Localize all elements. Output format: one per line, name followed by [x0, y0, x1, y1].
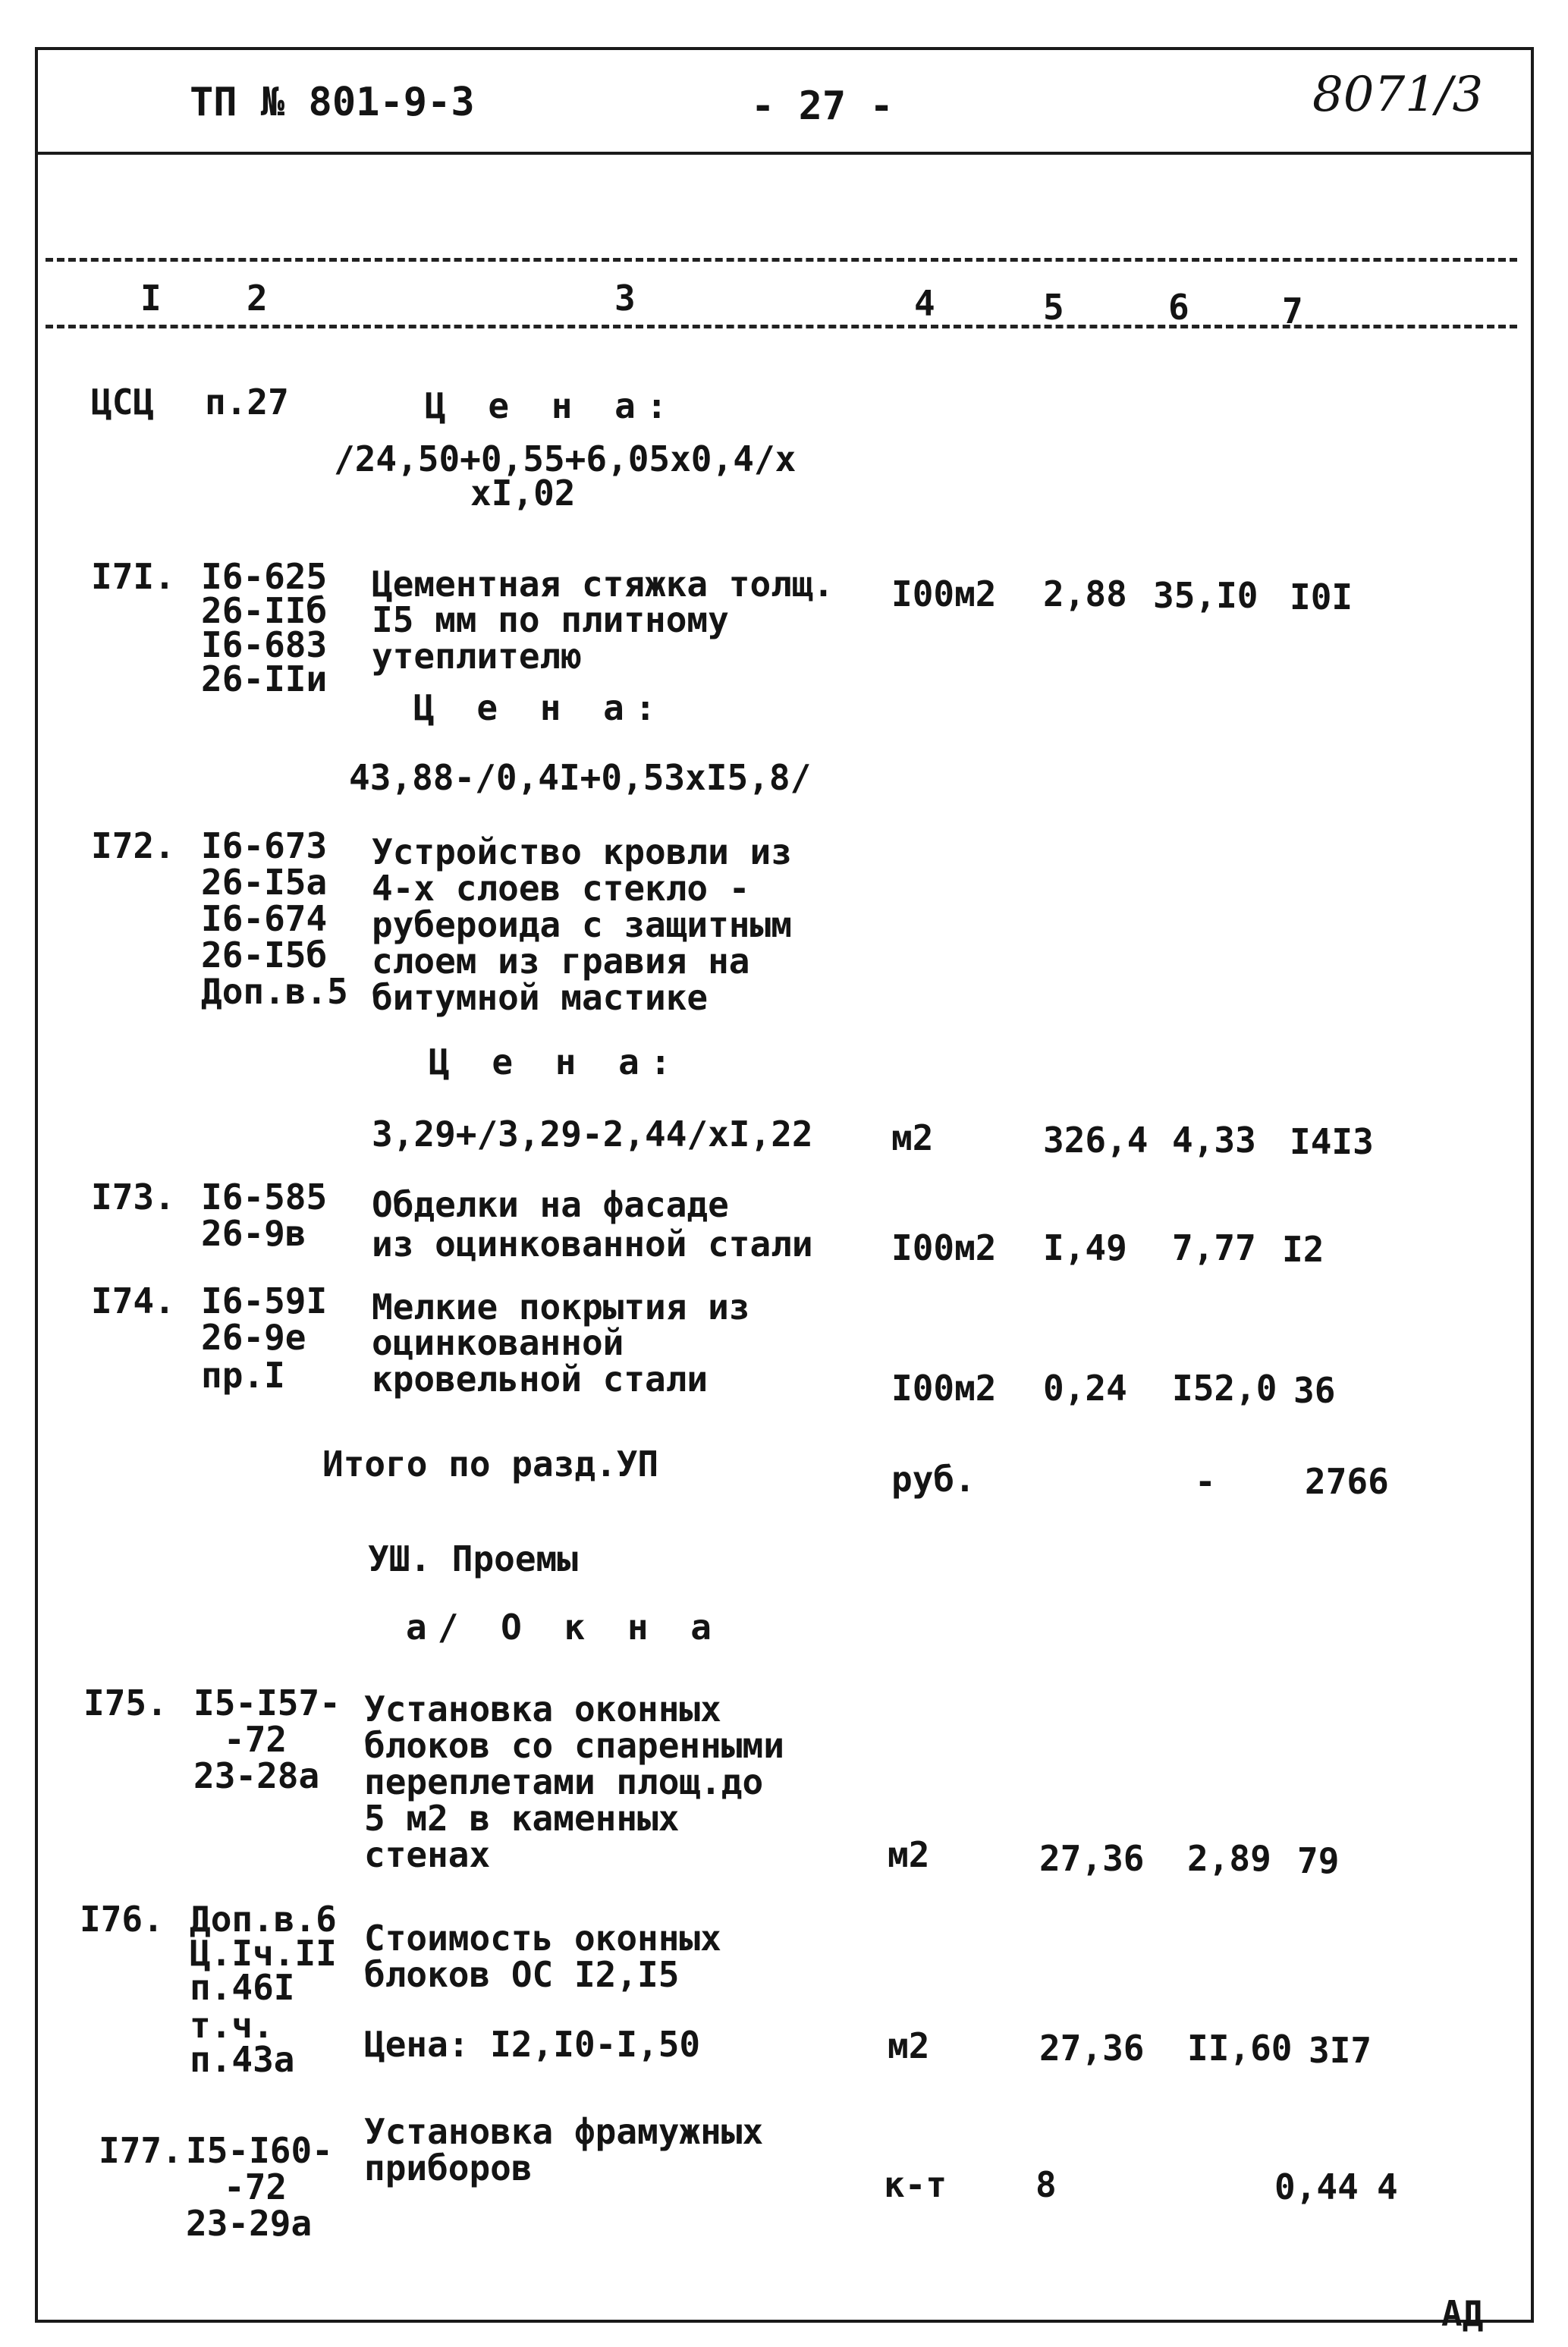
row-unit-cost: 2,89	[1187, 1838, 1271, 1879]
row-unit: м2	[888, 1834, 930, 1875]
page-mark: АД	[1441, 2293, 1484, 2334]
row-code: 26-IIи	[201, 658, 328, 699]
row-unit-cost: 0,44	[1274, 2166, 1359, 2207]
row-code: 26-9е	[201, 1317, 306, 1358]
row-unit-cost: 4,33	[1172, 1120, 1256, 1161]
row-description: Устройство кровли из	[372, 831, 792, 872]
column-header-rule-top	[46, 258, 1517, 262]
row-code: I6-683	[201, 624, 328, 665]
row-description: слоем из гравия на	[372, 941, 750, 982]
row-quantity: 8	[1035, 2164, 1057, 2205]
column-header: 7	[1282, 291, 1303, 331]
intro-ref: п.27	[205, 382, 289, 423]
row-description: битумной мастике	[372, 977, 709, 1018]
row-unit: I00м2	[891, 1368, 997, 1409]
row-unit-cost: I52,0	[1172, 1368, 1277, 1409]
row-code: I5-I60-	[186, 2130, 333, 2171]
row-number: I73.	[91, 1177, 175, 1217]
row-description: утеплителю	[372, 636, 582, 677]
row-number: I75.	[83, 1682, 168, 1723]
row-quantity: 27,36	[1039, 1838, 1145, 1879]
row-code: -72	[224, 2166, 288, 2207]
row-code: -72	[224, 1719, 288, 1760]
row-code: Доп.в.6	[190, 1899, 337, 1940]
row-code: т.ч.	[190, 2005, 274, 2046]
column-header: 6	[1168, 287, 1189, 328]
row-description: Цементная стяжка толщ.	[372, 564, 834, 605]
row-total: 36	[1293, 1370, 1336, 1411]
row-code: 23-29а	[186, 2203, 313, 2244]
row-price-label: Ц е н а:	[429, 1042, 682, 1082]
row-price-formula: 3,29+/3,29-2,44/хI,22	[372, 1114, 813, 1155]
row-description: оцинкованной	[372, 1322, 624, 1363]
row-quantity: 27,36	[1039, 2028, 1145, 2069]
row-code: Ц.Iч.II	[190, 1933, 337, 1974]
section-subtitle: а/ О к н а	[406, 1607, 722, 1648]
subtotal-unit: руб.	[891, 1459, 976, 1500]
column-header: I	[140, 278, 162, 319]
row-code: 26-I5б	[201, 935, 328, 976]
row-description: из оцинкованной стали	[372, 1224, 813, 1265]
row-unit-cost: 35,I0	[1153, 575, 1258, 616]
row-code: 23-28а	[193, 1755, 320, 1796]
subtotal-cost: -	[1195, 1461, 1216, 1502]
row-unit: к-т	[884, 2164, 947, 2205]
column-header: 2	[247, 278, 268, 319]
row-description: 5 м2 в каменных	[364, 1798, 680, 1839]
row-code: пр.I	[201, 1355, 285, 1396]
row-description: стенах	[364, 1834, 491, 1875]
row-code: I6-674	[201, 898, 328, 939]
row-description: Установка оконных	[364, 1689, 721, 1730]
row-number: I77.	[99, 2130, 183, 2171]
row-description: Стоимость оконных	[364, 1918, 721, 1959]
row-description: рубероида с защитным	[372, 904, 792, 945]
row-unit: м2	[891, 1117, 934, 1158]
row-price-formula: Цена: I2,I0-I,50	[364, 2024, 701, 2065]
row-quantity: 2,88	[1043, 573, 1127, 614]
intro-code: ЦСЦ	[91, 382, 155, 423]
row-total: 79	[1297, 1840, 1340, 1881]
row-code: I6-625	[201, 556, 328, 597]
section-title: УШ. Проемы	[368, 1538, 578, 1579]
row-unit: I00м2	[891, 1227, 997, 1268]
row-unit: I00м2	[891, 573, 997, 614]
column-header: 3	[614, 278, 636, 319]
sheet-number: 8071/3	[1312, 67, 1484, 123]
row-description: Установка фрамужных	[364, 2111, 764, 2152]
column-header: 5	[1043, 287, 1064, 328]
row-number: I76.	[80, 1899, 164, 1940]
row-description: приборов	[364, 2147, 533, 2188]
row-description: кровельной стали	[372, 1359, 709, 1400]
column-header: 4	[914, 283, 935, 324]
row-description: Мелкие покрытия из	[372, 1287, 750, 1327]
column-header-rule-bottom	[46, 325, 1517, 328]
row-description: Обделки на фасаде	[372, 1184, 729, 1225]
row-code: п.46I	[190, 1967, 295, 2008]
row-total: 3I7	[1309, 2030, 1372, 2071]
row-description: I5 мм по плитному	[372, 599, 729, 640]
row-code: 26-9в	[201, 1213, 306, 1254]
row-total: I2	[1282, 1229, 1324, 1270]
doc-id: ТП № 801-9-3	[190, 80, 475, 125]
row-code: п.43а	[190, 2039, 295, 2080]
row-price-label: Ц е н а:	[413, 687, 667, 728]
row-code: 26-IIб	[201, 590, 328, 631]
row-quantity: 326,4	[1043, 1120, 1149, 1161]
subtotal-label: Итого по разд.УП	[322, 1444, 659, 1485]
row-code: I6-59I	[201, 1280, 328, 1321]
row-code: 26-I5а	[201, 862, 328, 903]
row-description: блоков со спаренными	[364, 1725, 784, 1766]
subtotal-total: 2766	[1305, 1461, 1389, 1502]
row-description: 4-х слоев стекло -	[372, 868, 750, 909]
intro-formula-cont: хI,02	[470, 473, 576, 514]
page-number: - 27 -	[751, 83, 894, 129]
row-description: переплетами площ.до	[364, 1761, 764, 1802]
row-unit-cost: 7,77	[1172, 1227, 1256, 1268]
intro-formula: /24,50+0,55+6,05х0,4/х	[334, 438, 797, 479]
row-quantity: I,49	[1043, 1227, 1127, 1268]
row-description: блоков ОС I2,I5	[364, 1954, 680, 1995]
header-rule	[35, 152, 1534, 155]
row-total: I4I3	[1290, 1121, 1374, 1162]
row-quantity: 0,24	[1043, 1368, 1127, 1409]
row-unit: м2	[888, 2025, 930, 2066]
row-code: I6-585	[201, 1177, 328, 1217]
intro-price-label: Ц е н а:	[425, 385, 678, 426]
row-unit-cost: II,60	[1187, 2028, 1293, 2069]
row-code: I5-I57-	[193, 1682, 341, 1723]
row-code: Доп.в.5	[201, 971, 348, 1012]
row-total: I0I	[1290, 577, 1353, 617]
row-price-formula: 43,88-/0,4I+0,53хI5,8/	[349, 757, 812, 798]
row-code: I6-673	[201, 825, 328, 866]
row-number: I74.	[91, 1280, 175, 1321]
row-number: I72.	[91, 825, 175, 866]
row-number: I7I.	[91, 556, 175, 597]
row-total: 4	[1377, 2166, 1398, 2207]
